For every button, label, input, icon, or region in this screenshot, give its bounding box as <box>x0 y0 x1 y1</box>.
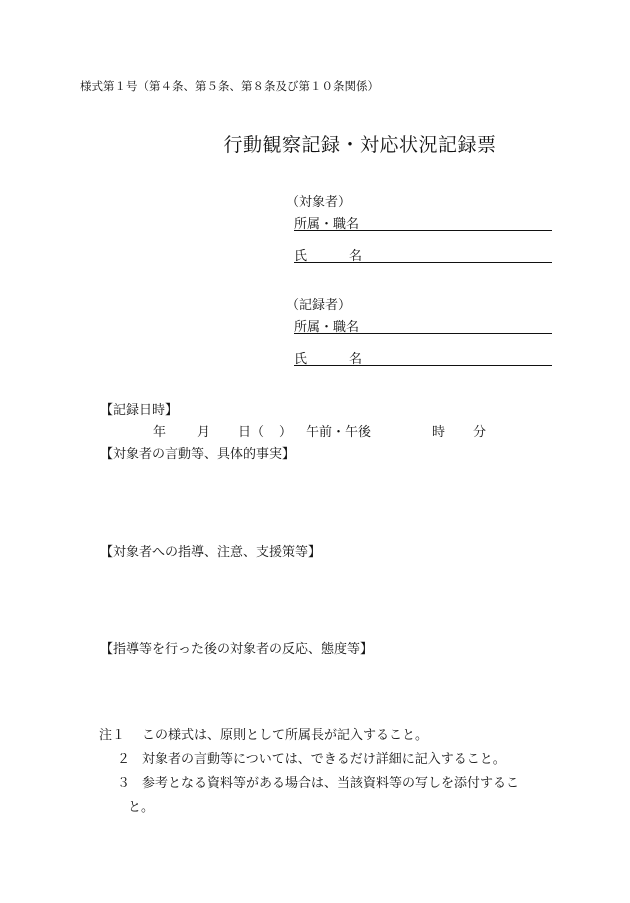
subject-name-field[interactable] <box>294 245 552 263</box>
recorder-affiliation-field[interactable] <box>294 316 552 334</box>
recorder-name-field[interactable] <box>294 348 552 366</box>
record-datetime-heading: 【記録日時】 <box>100 403 179 418</box>
recorder-name-label-1: 氏 <box>294 352 308 367</box>
page-title: 行動観察記録・対応状況記録票 <box>223 134 497 156</box>
facts-heading: 【対象者の言動等、具体的事実】 <box>100 447 296 462</box>
note-2-text: 対象者の言動等については、できるだけ詳細に記入すること。 <box>142 752 506 767</box>
ampm-label: 午前・午後 <box>306 425 372 440</box>
guidance-heading: 【対象者への指導、注意、支援策等】 <box>100 545 322 560</box>
note-3-text: 参考となる資料等がある場合は、当該資料等の写しを添付するこ <box>142 776 520 791</box>
note-3-mark: ３ <box>117 776 131 791</box>
subject-name-label-2: 名 <box>349 249 363 264</box>
hour-label: 時 <box>432 425 446 440</box>
reaction-heading: 【指導等を行った後の対象者の反応、態度等】 <box>100 642 374 657</box>
subject-label: （対象者） <box>286 195 352 210</box>
note-1-text: この様式は、原則として所属長が記入すること。 <box>142 728 429 743</box>
day-close-paren: ） <box>279 425 293 440</box>
year-label: 年 <box>153 425 167 440</box>
note-3-continuation: と。 <box>128 800 155 815</box>
subject-affiliation-label: 所属・職名 <box>294 217 360 232</box>
note-1-mark: 注１ <box>99 728 126 743</box>
record-datetime-row <box>0 421 630 439</box>
recorder-label: （記録者） <box>286 298 352 313</box>
subject-affiliation-field[interactable] <box>294 213 552 231</box>
form-number: 様式第１号（第４条、第５条、第８条及び第１０条関係） <box>80 79 379 93</box>
minute-label: 分 <box>473 425 487 440</box>
day-label: 日（ <box>238 425 265 440</box>
subject-name-label-1: 氏 <box>294 249 308 264</box>
note-2-mark: ２ <box>117 752 131 767</box>
month-label: 月 <box>197 425 211 440</box>
recorder-name-label-2: 名 <box>349 352 363 367</box>
recorder-affiliation-label: 所属・職名 <box>294 320 360 335</box>
